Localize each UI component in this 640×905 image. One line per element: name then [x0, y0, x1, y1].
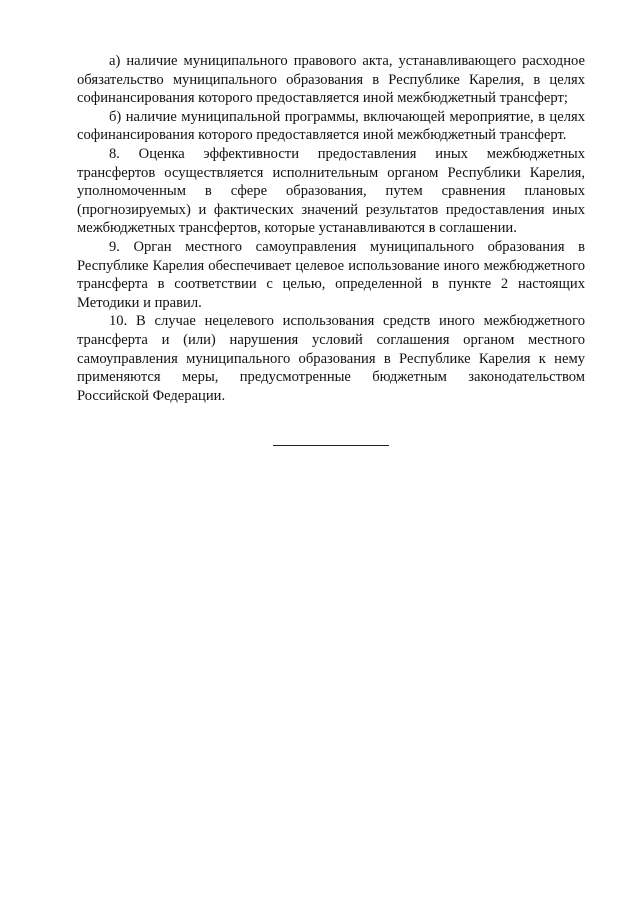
paragraph-subitem-a: а) наличие муниципального правового акта, устанавливающего расходное обязательство муниципального образования в Республике Карелия, в целях софинансирования которого предоставляется иной межбюджетный трансферт; [77, 53, 585, 107]
end-of-document-line [273, 445, 389, 446]
paragraph-item-8: 8. Оценка эффективности предоставления иных межбюджетных трансфертов осуществляется исполнительным органом Республики Карелия, уполномоченным в сфере образования, путем сравнения плановых (прогнозируемых) и фактических значений результатов предоставления иных межбюджетных трансфертов, которые устанавливаются в соглашении. [77, 145, 585, 237]
paragraph-item-9: 9. Орган местного самоуправления муниципального образования в Республике Карелия обеспечивает целевое использование иного межбюджетного трансферта в соответствии с целью, определенной в пункте 2 настоящих Методики и правил. [77, 238, 585, 311]
paragraph-item-10: 10. В случае нецелевого использования средств иного межбюджетного трансферта и (или) нарушения условий соглашения органом местного самоуправления муниципального образования в Республике Карелия к нему применяются меры, предусмотренные бюджетным законодательством Российской Федерации. [77, 313, 585, 404]
document-body [77, 52, 585, 405]
paragraph-subitem-b: б) наличие муниципальной программы, включающей мероприятие, в целях софинансирования которого предоставляется иной межбюджетный трансферт. [77, 108, 585, 144]
